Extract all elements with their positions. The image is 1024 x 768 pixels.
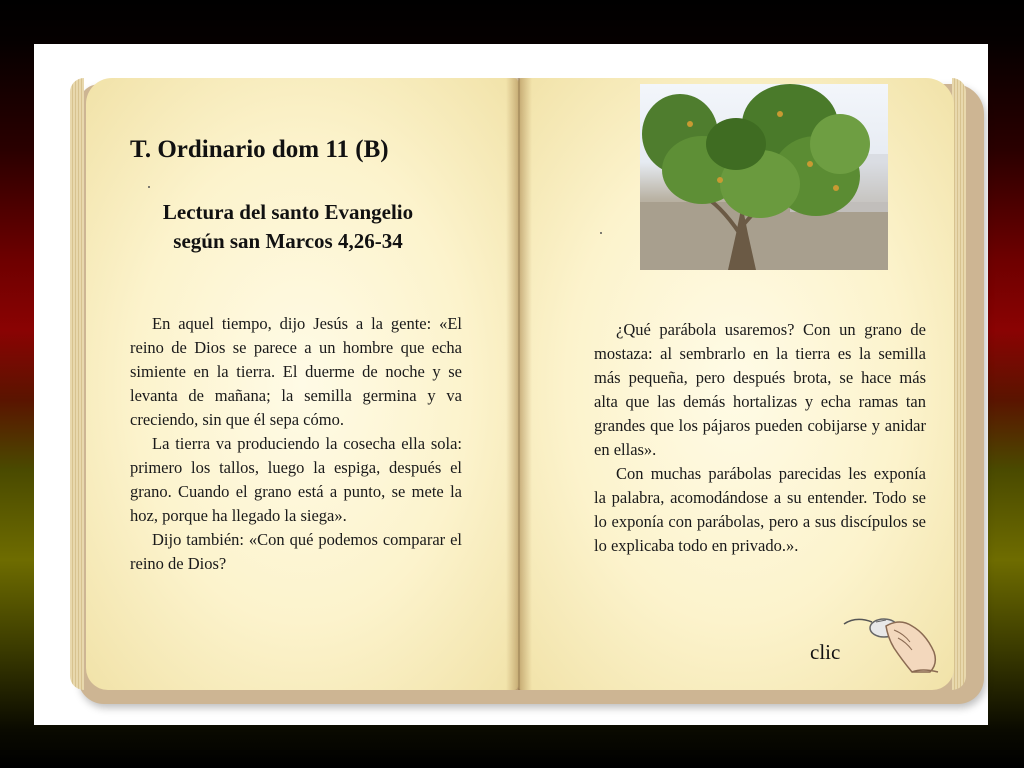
mustard-tree-photo (640, 84, 888, 270)
tree-icon (640, 84, 888, 270)
subtitle-line-1: Lectura del santo Evangelio (162, 200, 414, 224)
left-page-text (130, 312, 462, 576)
hand-on-mouse-icon[interactable] (842, 612, 942, 676)
book-spine (506, 78, 532, 690)
paragraph: Dijo también: «Con qué podemos comparar el reino de Dios? (130, 530, 462, 573)
paragraph: Con muchas parábolas parecidas les exponía la palabra, acomodándose a su entender. Todo se lo exponía con parábolas, pero a sus discípulos se lo explicaba todo en privado.». (594, 464, 926, 555)
page-title: T. Ordinario dom 11 (B) (130, 136, 389, 163)
paragraph: La tierra va produciendo la cosecha ella sola: primero los tallos, luego la espiga, después el grano. Cuando el grano está a punto, se mete la hoz, porque ha llegado la siega». (130, 434, 462, 525)
paragraph: En aquel tiempo, dijo Jesús a la gente: «El reino de Dios se parece a un hombre que echa simiente en la tierra. El duerme de noche y se levanta de mañana; la semilla germina y va creciendo, sin que él sepa cómo. (130, 314, 462, 429)
clic-link[interactable]: clic (810, 640, 841, 664)
left-page-edges (70, 78, 84, 690)
decor-dot (600, 232, 602, 234)
decor-dot (148, 186, 150, 188)
subtitle-line-2: según san Marcos 4,26-34 (173, 229, 403, 253)
right-page-edges (952, 78, 966, 690)
gospel-reference (110, 198, 466, 256)
right-page-text (594, 318, 926, 558)
slide (34, 44, 988, 725)
paragraph: ¿Qué parábola usaremos? Con un grano de mostaza: al sembrarlo en la tierra es la semilla más pequeña, pero después brota, se hace más alta que las demás hortalizas y echa ramas tan grandes que los pájaros pueden cobijarse y anidar en ellas». (594, 320, 926, 459)
